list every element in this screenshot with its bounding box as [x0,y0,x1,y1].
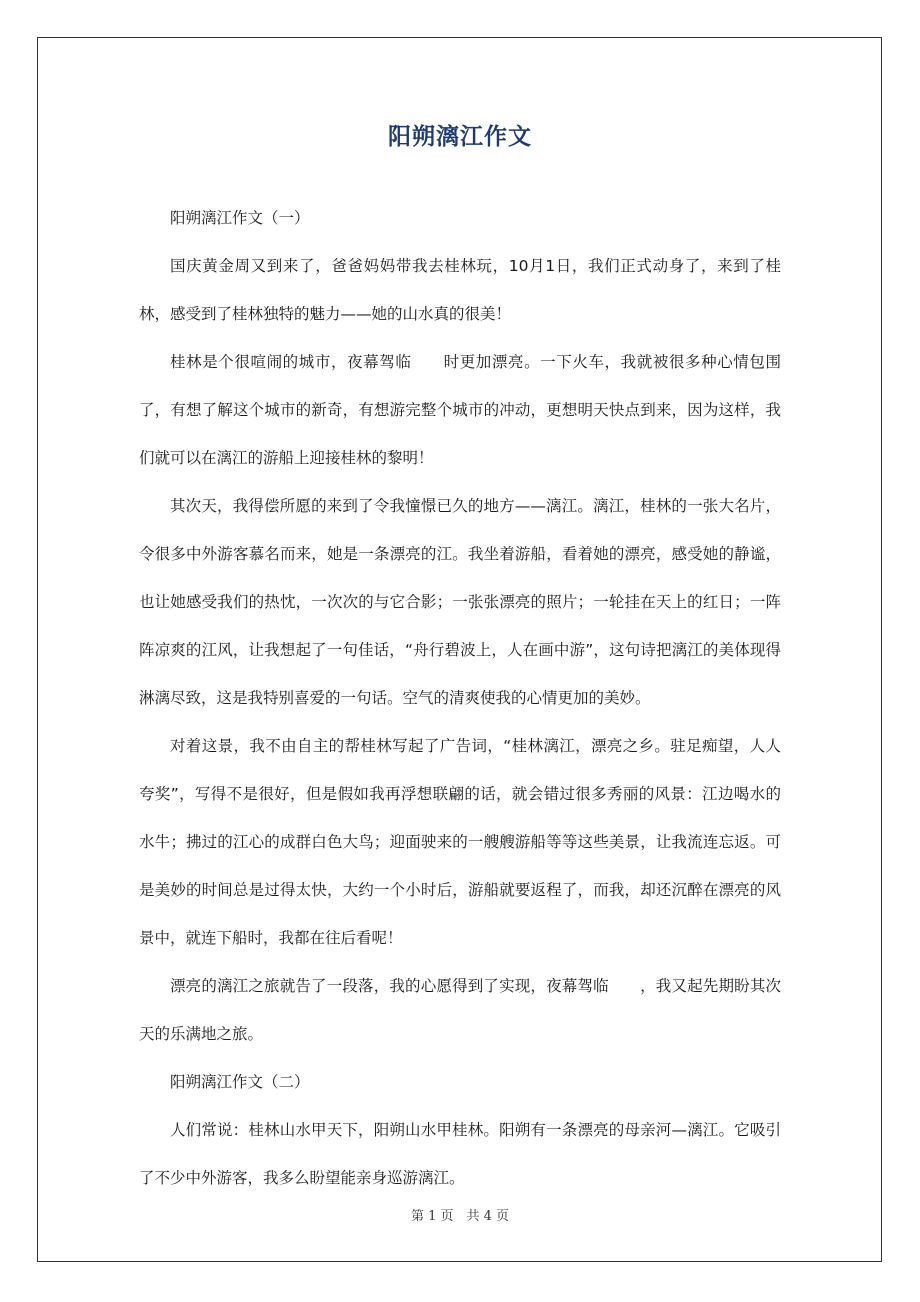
paragraph: 漂亮的漓江之旅就告了一段落，我的心愿得到了实现，夜幕驾临 ，我又起先期盼其次天的乐满地之旅。 [139,977,781,1043]
paragraph: 对着这景，我不由自主的帮桂林写起了广告词，“桂林漓江，漂亮之乡。驻足痴望，人人夸奖”，写得不是很好，但是假如我再浮想联翩的话，就会错过很多秀丽的风景：江边喝水的水牛；拂过的江心的成群白色大鸟；迎面驶来的一艘艘游船等等这些美景，让我流连忘返。可是美妙的时间总是过得太快，大约一个小时后，游船就要返程了，而我，却还沉醉在漂亮的风景中，就连下船时，我都在往后看呢！ [139,737,781,947]
paragraph: 人们常说：桂林山水甲天下，阳朔山水甲桂林。阳朔有一条漂亮的母亲河—漓江。它吸引了不少中外游客，我多么盼望能亲身巡游漓江。 [139,1121,781,1187]
section-heading: 阳朔漓江作文（一） [170,209,310,227]
document-title: 阳朔漓江作文 [388,124,532,150]
document-body [139,194,781,1202]
page-footer: 第 1 页 共 4 页 [410,1209,510,1224]
section-heading: 阳朔漓江作文（二） [170,1073,310,1091]
paragraph: 国庆黄金周又到来了，爸爸妈妈带我去桂林玩，10月1日，我们正式动身了，来到了桂林，感受到了桂林独特的魅力——她的山水真的很美！ [139,257,781,323]
paragraph: 桂林是个很喧闹的城市，夜幕驾临 时更加漂亮。一下火车，我就被很多种心情包围了，有想了解这个城市的新奇，有想游完整个城市的冲动，更想明天快点到来，因为这样，我们就可以在漓江的游船上迎接桂林的黎明！ [139,353,781,467]
paragraph: 其次天，我得偿所愿的来到了令我憧憬已久的地方——漓江。漓江，桂林的一张大名片，令很多中外游客慕名而来，她是一条漂亮的江。我坐着游船，看着她的漂亮，感受她的静谧，也让她感受我们的热忱，一次次的与它合影；一张张漂亮的照片；一轮挂在天上的红日；一阵阵凉爽的江风，让我想起了一句佳话，“舟行碧波上，人在画中游”，这句诗把漓江的美体现得淋漓尽致，这是我特别喜爱的一句话。空气的清爽使我的心情更加的美妙。 [139,497,781,707]
